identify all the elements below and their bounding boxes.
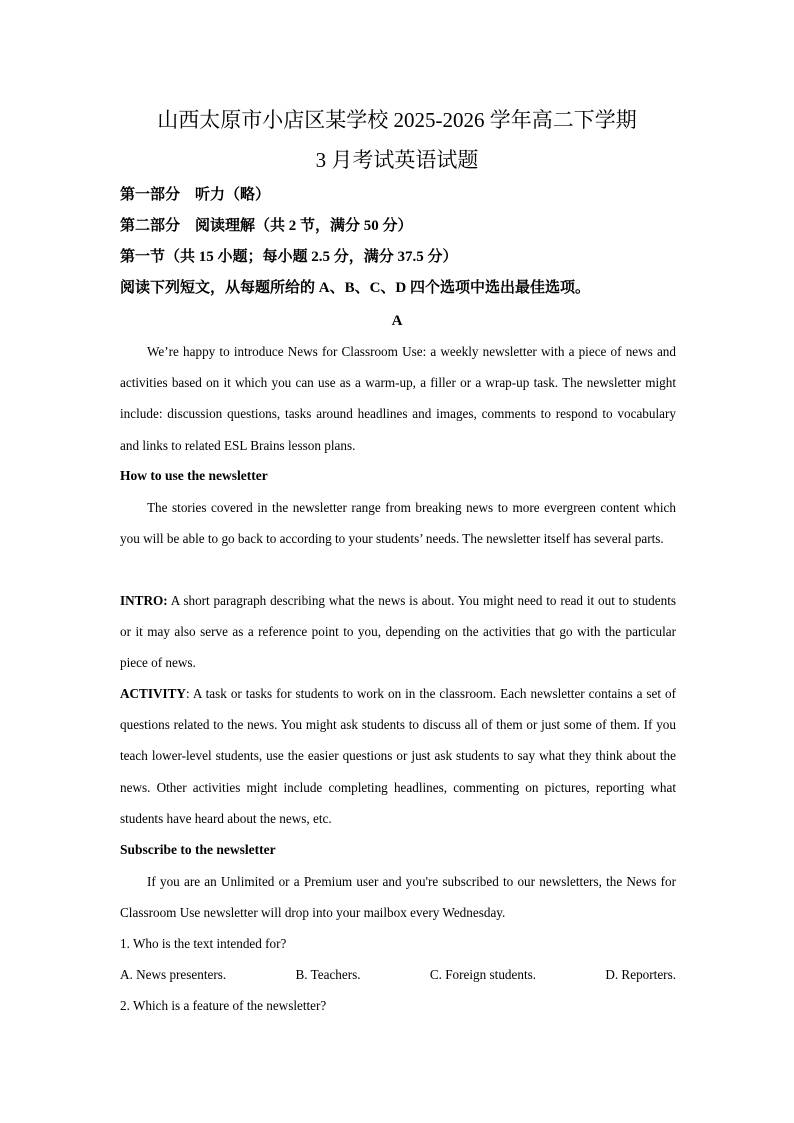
question-1-option-a: A. News presenters. xyxy=(120,967,227,982)
section-one-heading: 第一节（共 15 小题；每小题 2.5 分，满分 37.5 分） xyxy=(120,249,458,265)
passage-intro-paragraph xyxy=(120,336,676,461)
instruction-text: 阅读下列短文，从每题所给的 A、B、C、D 四个选项中选出最佳选项。 xyxy=(120,280,591,296)
question-1-stem: 1. Who is the text intended for? xyxy=(120,936,287,951)
passage-paragraph-2 xyxy=(120,866,676,928)
activity-part-text: : A task or tasks for students to work on in the classroom. Each newsletter contains a set of questions related to the news. You might ask students to discuss all of them or just some of them. If you teach lower-level students, use the easier questions or just ask students to say what they think about the news. Other activities might include completing headlines, commenting on pictures, reporting what students have heard about the news, etc. xyxy=(120,686,676,826)
passage-intro-text: We’re happy to introduce News for Classroom Use: a weekly newsletter with a piece of news and activities based on it which you can use as a warm-up, a filler or a wrap-up task. The newsletter might include: discussion questions, tasks around headlines and images, comments to respond to vocabulary and links to related ESL Brains lesson plans. xyxy=(120,344,676,453)
section-heading-subscribe: Subscribe to the newsletter xyxy=(120,842,276,857)
intro-part-text: A short paragraph describing what the news is about. You might need to read it out to students or it may also serve as a reference point to you, depending on the activities that go with the particular piece of news. xyxy=(120,593,676,671)
activity-label: ACTIVITY xyxy=(120,686,186,701)
question-1-option-d: D. Reporters. xyxy=(605,967,676,982)
paragraph-2-text: If you are an Unlimited or a Premium user and you're subscribed to our newsletters, the News for Classroom Use newsletter will drop into your mailbox every Wednesday. xyxy=(120,874,676,921)
part-one-heading: 第一部分 听力（略） xyxy=(120,187,271,203)
question-1-option-c: C. Foreign students. xyxy=(429,967,537,982)
exam-subtitle: 3 月考试英语试题 xyxy=(315,148,479,172)
intro-part-paragraph xyxy=(120,585,676,679)
part-two-heading: 第二部分 阅读理解（共 2 节，满分 50 分） xyxy=(120,218,413,234)
passage-paragraph-1 xyxy=(120,492,676,554)
question-2-stem: 2. Which is a feature of the newsletter? xyxy=(120,998,327,1013)
activity-part-paragraph xyxy=(120,678,676,834)
passage-letter: A xyxy=(391,313,403,329)
question-1-options xyxy=(120,965,676,985)
paragraph-1-text: The stories covered in the newsletter range from breaking news to more evergreen content which you will be able to go back to according to your students’ needs. The newsletter itself has several parts. xyxy=(120,500,676,547)
question-1-option-b: B. Teachers. xyxy=(295,967,361,982)
section-heading-how-to-use: How to use the newsletter xyxy=(120,468,268,483)
exam-title: 山西太原市小店区某学校 2025-2026 学年高二下学期 xyxy=(157,108,637,132)
intro-label: INTRO: xyxy=(120,593,168,608)
